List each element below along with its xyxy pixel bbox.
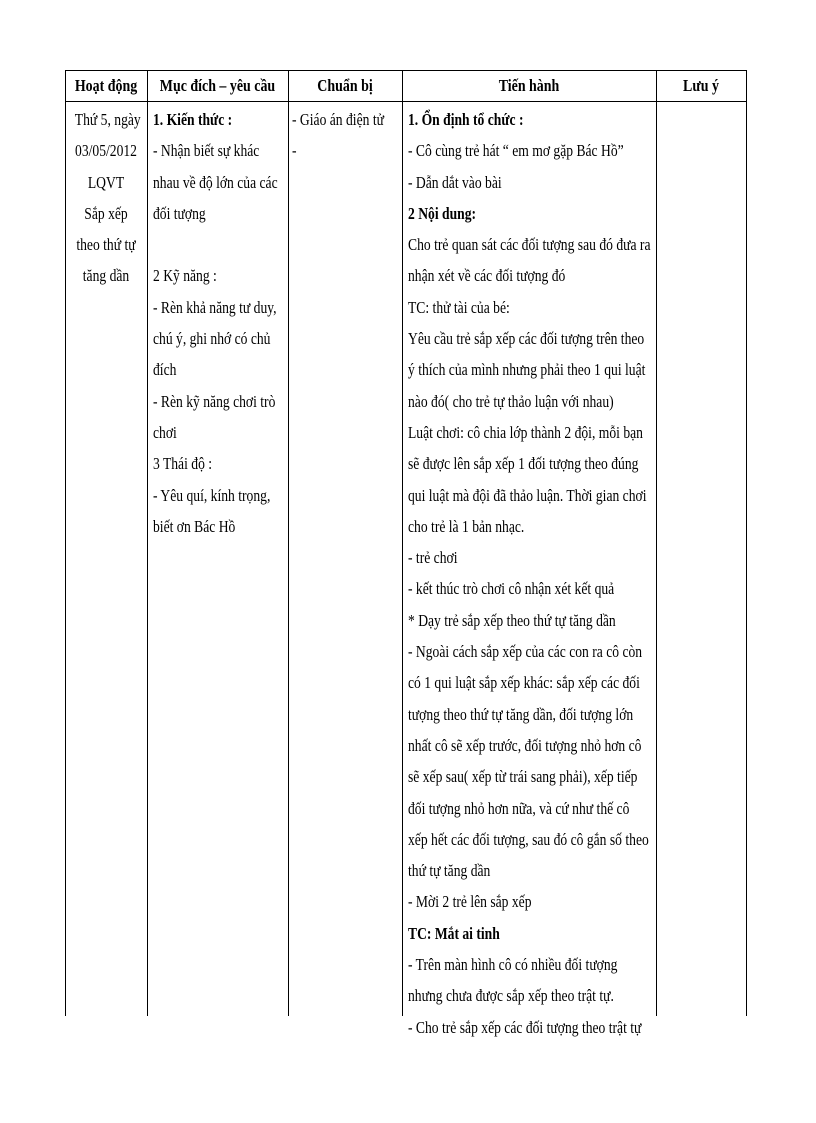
purpose-line: đối tượng [153, 203, 206, 223]
process-line: có 1 qui luật sắp xếp khác: sắp xếp các đối [408, 673, 640, 693]
process-line: sẽ được lên sắp xếp 1 đối tượng theo đúng [408, 454, 639, 474]
header-preparation: Chuẩn bị [317, 76, 373, 95]
activity-line: LQVT [87, 172, 125, 192]
process-line: 1. Ổn định tổ chức : [408, 110, 524, 129]
purpose-line: - Rèn kỹ năng chơi trò [153, 391, 276, 411]
table-left-border [65, 70, 66, 1016]
purpose-cell [153, 104, 286, 542]
purpose-line: chơi [153, 422, 177, 442]
header-activity: Hoạt động [74, 76, 138, 95]
process-line: xếp hết các đối tượng, sau đó cô gắn số theo [408, 829, 649, 849]
process-line: nào đó( cho trẻ tự thảo luận với nhau) [408, 391, 614, 411]
table-right-border [746, 70, 747, 1016]
process-line: - Cô cùng trẻ hát “ em mơ gặp Bác Hồ” [408, 141, 624, 161]
activity-line: theo thứ tự [76, 235, 136, 255]
process-cell [408, 104, 654, 1043]
process-line: - Ngoài cách sắp xếp của các con ra cô còn [408, 642, 643, 662]
preparation-line: - [292, 141, 297, 161]
header-purpose: Mục đích – yêu cầu [159, 76, 276, 95]
purpose-line: 1. Kiến thức : [153, 110, 233, 129]
process-line: nhận xét về các đối tượng đó [408, 266, 566, 286]
purpose-line: 2 Kỹ năng : [153, 266, 217, 286]
purpose-line: biết ơn Bác Hồ [153, 516, 236, 536]
table-top-border [65, 70, 747, 71]
purpose-line: - Nhận biết sự khác [153, 141, 260, 161]
process-line: Luật chơi: cô chia lớp thành 2 đội, mỗi bạn [408, 422, 643, 442]
preparation-line: - Giáo án điện tử [292, 110, 384, 129]
process-line: - trẻ chơi [408, 548, 458, 568]
header-notes: Lưu ý [683, 76, 719, 95]
activity-line: 03/05/2012 [75, 141, 137, 161]
column-divider-3 [402, 70, 403, 1016]
activity-line: Thứ 5, ngày [74, 110, 141, 129]
purpose-line: 3 Thái độ : [153, 454, 213, 474]
purpose-line: - Yêu quí, kính trọng, [153, 485, 271, 505]
purpose-line: chú ý, ghi nhớ có chủ [153, 329, 271, 349]
column-divider-4 [656, 70, 657, 1016]
purpose-line [153, 229, 259, 260]
purpose-line: nhau về độ lớn của các [153, 172, 278, 192]
process-line: - Dẫn dắt vào bài [408, 172, 502, 192]
process-line: - Cho trẻ sắp xếp các đối tượng theo trật tự [408, 1017, 642, 1037]
process-line: đối tượng nhỏ hơn nữa, và cứ như thế cô [408, 798, 630, 818]
process-line: nhưng chưa được sắp xếp theo trật tự. [408, 986, 614, 1006]
process-line: cho trẻ là 1 bản nhạc. [408, 516, 525, 536]
preparation-cell [292, 104, 400, 167]
process-line: ý thích của mình nhưng phải theo 1 qui luật [408, 360, 646, 380]
process-line: tượng theo thứ tự tăng dần, đối tượng lớn [408, 704, 634, 724]
process-line: - kết thúc trò chơi cô nhận xét kết quả [408, 579, 615, 599]
process-line: TC: Mắt ai tinh [408, 923, 500, 943]
process-line: thứ tự tăng dần [408, 861, 491, 881]
process-line: qui luật mà đội đã thảo luận. Thời gian chơi [408, 485, 647, 505]
purpose-line: đích [153, 360, 177, 380]
header-bottom-border [65, 101, 747, 102]
process-line: sẽ xếp sau( xếp từ trái sang phải), xếp tiếp [408, 767, 638, 787]
column-divider-1 [147, 70, 148, 1016]
process-line: TC: thử tài của bé: [408, 297, 510, 317]
process-line: * Dạy trẻ sắp xếp theo thứ tự tăng dần [408, 610, 616, 630]
header-process: Tiến hành [498, 76, 560, 95]
activity-line: Sắp xếp [84, 203, 128, 223]
process-line: - Trên màn hình cô có nhiều đối tượng [408, 955, 618, 975]
process-line: Cho trẻ quan sát các đối tượng sau đó đưa ra [408, 235, 651, 255]
purpose-line: - Rèn khả năng tư duy, [153, 297, 277, 317]
activity-line: tăng dần [82, 266, 130, 286]
process-line: 2 Nội dung: [408, 203, 477, 223]
activity-cell [67, 104, 145, 292]
process-line: nhất cô sẽ xếp trước, đối tượng nhỏ hơn cô [408, 735, 642, 755]
process-line: - Mời 2 trẻ lên sắp xếp [408, 892, 532, 912]
process-line: Yêu cầu trẻ sắp xếp các đối tượng trên theo [408, 329, 645, 349]
column-divider-2 [288, 70, 289, 1016]
